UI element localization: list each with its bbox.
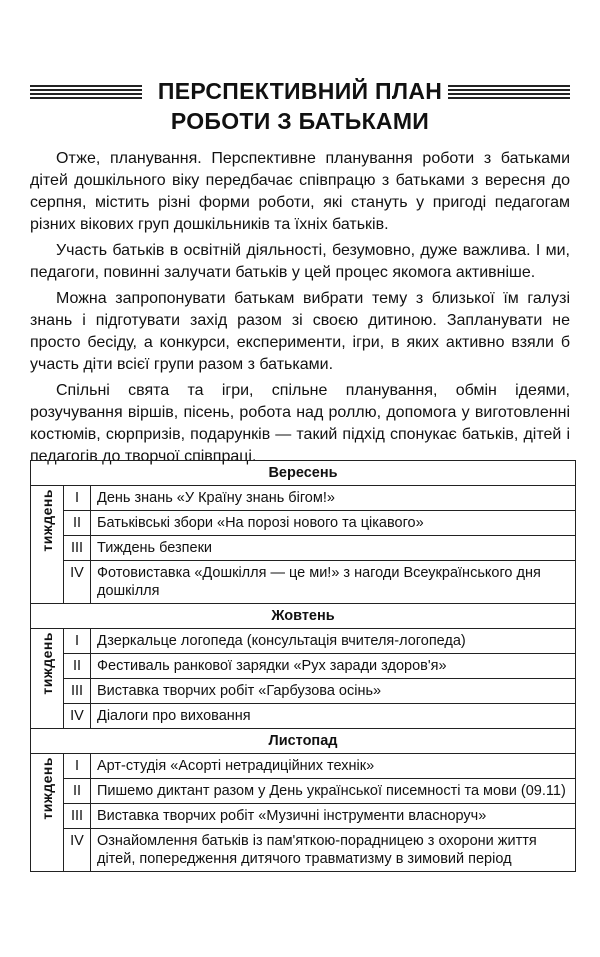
week-number: II [64, 511, 91, 536]
event-text: Тиждень безпеки [91, 536, 576, 561]
week-number: II [64, 654, 91, 679]
month-name: Вересень [31, 461, 576, 486]
month-header-row [31, 461, 576, 486]
table-row [31, 486, 576, 511]
event-text: Виставка творчих робіт «Гарбузова осінь» [91, 679, 576, 704]
plan-table [30, 460, 576, 872]
table-row [31, 679, 576, 704]
intro-paragraph: Можна запропонувати батькам вибрати тему з близької їм галузі знань і підготувати захід разом зі своєю дитиною. Запланувати не просто бесіду, а конкурси, експерименти, ігри, в яких активно взяли б участь діти всієї групи разом з батьками. [30, 290, 570, 373]
table-row [31, 829, 576, 872]
week-label: тиждень [39, 757, 55, 820]
month-name: Листопад [31, 729, 576, 754]
event-text: Діалоги про виховання [91, 704, 576, 729]
event-text: Дзеркальце логопеда (консультація вчителя-логопеда) [91, 629, 576, 654]
table-row [31, 629, 576, 654]
week-column [31, 754, 64, 872]
event-text: Батьківські збори «На порозі нового та цікавого» [91, 511, 576, 536]
table-row [31, 511, 576, 536]
event-text: День знань «У Країну знань бігом!» [91, 486, 576, 511]
event-text: Виставка творчих робіт «Музичні інструменти власноруч» [91, 804, 576, 829]
week-label: тиждень [39, 632, 55, 695]
table-row [31, 561, 576, 604]
week-label: тиждень [39, 489, 55, 552]
month-header-row [31, 604, 576, 629]
week-number: IV [64, 704, 91, 729]
week-number: III [64, 536, 91, 561]
week-number: III [64, 804, 91, 829]
week-number: IV [64, 829, 91, 872]
intro-paragraph: Отже, планування. Перспективне планування роботи з батьками дітей дошкільного віку передбачає співпрацю з батьками з вересня до серпня, містить різні форми роботи, які стануть у пригоді педагогам різних вікових груп дошкільників та їхніх батьків. [30, 150, 570, 233]
week-number: III [64, 679, 91, 704]
intro-paragraph: Участь батьків в освітній діяльності, безумовно, дуже важлива. І ми, педагоги, повинні залучати батьків у цей процес якомога активніше. [30, 242, 570, 281]
title-block [0, 76, 600, 140]
event-text: Ознайомлення батьків із пам'яткою-порадницею з охорони життя дітей, попередження дитячого травматизму в зимовий період [91, 829, 576, 872]
table-row [31, 754, 576, 779]
table-row [31, 779, 576, 804]
table-row [31, 804, 576, 829]
intro-paragraph: Спільні свята та ігри, спільне планування, обмін ідеями, розучування віршів, пісень, робота над роллю, допомога у виготовленні костюмів, сюрпризів, подарунків — такий підхід спонукає батьків, дітей і педагогів до творчої співпраці. [30, 382, 570, 465]
month-name: Жовтень [31, 604, 576, 629]
week-number: I [64, 629, 91, 654]
week-column [31, 629, 64, 729]
table-row [31, 704, 576, 729]
week-column [31, 486, 64, 604]
event-text: Фотовиставка «Дошкілля — це ми!» з нагоди Всеукраїнського дня дошкілля [91, 561, 576, 604]
table-row [31, 654, 576, 679]
page-title-line-1: ПЕРСПЕКТИВНИЙ ПЛАН [157, 78, 443, 104]
week-number: I [64, 486, 91, 511]
table-row [31, 536, 576, 561]
event-text: Арт-студія «Асорті нетрадиційних технік» [91, 754, 576, 779]
week-number: II [64, 779, 91, 804]
week-number: IV [64, 561, 91, 604]
page-title-line-2: РОБОТИ З БАТЬКАМИ [170, 108, 430, 134]
week-number: I [64, 754, 91, 779]
month-header-row [31, 729, 576, 754]
intro-text [30, 148, 570, 472]
event-text: Пишемо диктант разом у День української писемності та мови (09.11) [91, 779, 576, 804]
event-text: Фестиваль ранкової зарядки «Рух заради здоров'я» [91, 654, 576, 679]
